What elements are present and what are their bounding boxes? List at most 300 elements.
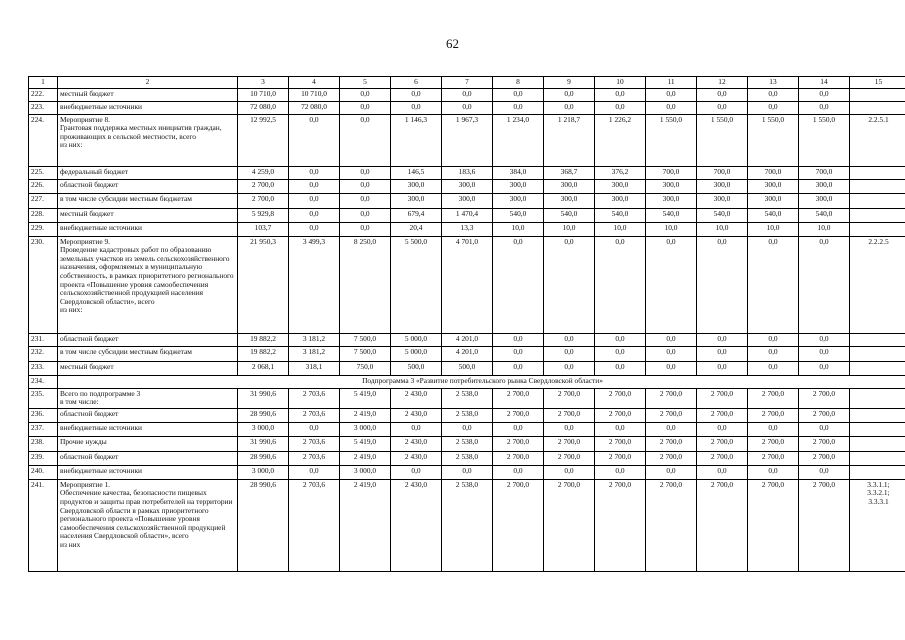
page-number: 62 bbox=[446, 36, 459, 51]
column-number: 12 bbox=[697, 77, 748, 89]
value-cell: 0,0 bbox=[646, 346, 697, 361]
value-cell: 0,0 bbox=[646, 422, 697, 436]
value-cell: 0,0 bbox=[748, 333, 799, 346]
value-cell: 300,0 bbox=[748, 193, 799, 208]
row-name: местный бюджет bbox=[58, 88, 238, 101]
value-cell: 28 990,6 bbox=[238, 479, 289, 571]
table-row bbox=[29, 101, 905, 114]
value-cell: 0,0 bbox=[697, 236, 748, 333]
value-cell: 10 710,0 bbox=[289, 88, 340, 101]
value-cell: 3 181,2 bbox=[289, 333, 340, 346]
row-name: местный бюджет bbox=[58, 361, 238, 375]
value-cell: 700,0 bbox=[646, 166, 697, 179]
value-cell: 0,0 bbox=[544, 236, 595, 333]
budget-table bbox=[28, 76, 905, 572]
value-cell: 2 700,0 bbox=[493, 388, 544, 408]
value-cell: 2 700,0 bbox=[748, 388, 799, 408]
table-row bbox=[29, 479, 905, 571]
value-cell: 10,0 bbox=[697, 222, 748, 236]
value-cell: 4 701,0 bbox=[442, 236, 493, 333]
value-cell: 0,0 bbox=[748, 346, 799, 361]
value-cell: 0,0 bbox=[799, 422, 850, 436]
table-row bbox=[29, 88, 905, 101]
value-cell: 0,0 bbox=[289, 193, 340, 208]
value-cell: 72 080,0 bbox=[238, 101, 289, 114]
target-code bbox=[850, 436, 905, 451]
value-cell: 2 430,0 bbox=[391, 479, 442, 571]
value-cell: 2 700,0 bbox=[595, 436, 646, 451]
value-cell: 0,0 bbox=[340, 179, 391, 193]
value-cell: 0,0 bbox=[340, 166, 391, 179]
value-cell: 0,0 bbox=[493, 333, 544, 346]
value-cell: 0,0 bbox=[289, 422, 340, 436]
value-cell: 2 430,0 bbox=[391, 388, 442, 408]
value-cell: 5 419,0 bbox=[340, 388, 391, 408]
value-cell: 2 700,0 bbox=[646, 479, 697, 571]
section-title: Подпрограмма 3 «Развитие потребительского рынка Свердловской области» bbox=[58, 375, 905, 388]
value-cell: 0,0 bbox=[289, 222, 340, 236]
row-name: областной бюджет bbox=[58, 451, 238, 465]
value-cell: 0,0 bbox=[391, 465, 442, 479]
value-cell: 2 700,0 bbox=[799, 388, 850, 408]
value-cell: 3 181,2 bbox=[289, 346, 340, 361]
value-cell: 1 226,2 bbox=[595, 114, 646, 166]
row-name: Мероприятие 8. Грантовая поддержка местных инициатив граждан, проживающих в сельской местности, всего из них: bbox=[58, 114, 238, 166]
value-cell: 0,0 bbox=[646, 236, 697, 333]
target-code bbox=[850, 346, 905, 361]
row-name: Всего по подпрограмме 3 в том числе: bbox=[58, 388, 238, 408]
value-cell: 0,0 bbox=[595, 333, 646, 346]
value-cell: 1 146,3 bbox=[391, 114, 442, 166]
value-cell: 0,0 bbox=[748, 101, 799, 114]
value-cell: 0,0 bbox=[493, 88, 544, 101]
value-cell: 13,3 bbox=[442, 222, 493, 236]
value-cell: 500,0 bbox=[391, 361, 442, 375]
value-cell: 300,0 bbox=[799, 179, 850, 193]
target-code bbox=[850, 451, 905, 465]
value-cell: 31 990,6 bbox=[238, 388, 289, 408]
value-cell: 0,0 bbox=[544, 422, 595, 436]
value-cell: 0,0 bbox=[340, 208, 391, 222]
value-cell: 0,0 bbox=[646, 88, 697, 101]
value-cell: 20,4 bbox=[391, 222, 442, 236]
value-cell: 4 201,0 bbox=[442, 333, 493, 346]
value-cell: 2 700,0 bbox=[544, 479, 595, 571]
value-cell: 2 700,0 bbox=[799, 408, 850, 422]
value-cell: 540,0 bbox=[697, 208, 748, 222]
row-name: Прочие нужды bbox=[58, 436, 238, 451]
value-cell: 2 538,0 bbox=[442, 436, 493, 451]
column-number: 10 bbox=[595, 77, 646, 89]
value-cell: 2 703,6 bbox=[289, 451, 340, 465]
table-row bbox=[29, 422, 905, 436]
value-cell: 0,0 bbox=[595, 346, 646, 361]
target-code bbox=[850, 88, 905, 101]
value-cell: 679,4 bbox=[391, 208, 442, 222]
row-number: 240. bbox=[29, 465, 58, 479]
value-cell: 0,0 bbox=[544, 346, 595, 361]
value-cell: 0,0 bbox=[646, 361, 697, 375]
value-cell: 19 882,2 bbox=[238, 333, 289, 346]
value-cell: 0,0 bbox=[493, 101, 544, 114]
value-cell: 2 700,0 bbox=[748, 451, 799, 465]
value-cell: 0,0 bbox=[595, 236, 646, 333]
value-cell: 2 703,6 bbox=[289, 436, 340, 451]
value-cell: 300,0 bbox=[442, 179, 493, 193]
value-cell: 0,0 bbox=[391, 101, 442, 114]
target-code bbox=[850, 408, 905, 422]
value-cell: 0,0 bbox=[391, 88, 442, 101]
value-cell: 300,0 bbox=[595, 193, 646, 208]
value-cell: 2 700,0 bbox=[799, 436, 850, 451]
value-cell: 0,0 bbox=[799, 346, 850, 361]
value-cell: 0,0 bbox=[340, 193, 391, 208]
value-cell: 0,0 bbox=[493, 346, 544, 361]
value-cell: 5 419,0 bbox=[340, 436, 391, 451]
value-cell: 0,0 bbox=[646, 465, 697, 479]
target-code: 2.2.2.5 bbox=[850, 236, 905, 333]
table-row bbox=[29, 388, 905, 408]
table-row bbox=[29, 408, 905, 422]
value-cell: 2 700,0 bbox=[748, 479, 799, 571]
value-cell: 750,0 bbox=[340, 361, 391, 375]
value-cell: 5 000,0 bbox=[391, 333, 442, 346]
value-cell: 384,0 bbox=[493, 166, 544, 179]
column-number: 14 bbox=[799, 77, 850, 89]
row-number: 223. bbox=[29, 101, 58, 114]
table-row bbox=[29, 346, 905, 361]
value-cell: 2 700,0 bbox=[595, 451, 646, 465]
row-name: в том числе субсидии местным бюджетам bbox=[58, 193, 238, 208]
value-cell: 2 430,0 bbox=[391, 451, 442, 465]
section-row bbox=[29, 375, 905, 388]
value-cell: 0,0 bbox=[697, 88, 748, 101]
value-cell: 2 700,0 bbox=[748, 436, 799, 451]
value-cell: 700,0 bbox=[748, 166, 799, 179]
value-cell: 1 550,0 bbox=[646, 114, 697, 166]
value-cell: 2 700,0 bbox=[799, 479, 850, 571]
target-code: 2.2.5.1 bbox=[850, 114, 905, 166]
value-cell: 2 700,0 bbox=[493, 451, 544, 465]
value-cell: 0,0 bbox=[544, 361, 595, 375]
value-cell: 0,0 bbox=[289, 208, 340, 222]
target-code bbox=[850, 179, 905, 193]
column-number: 1 bbox=[29, 77, 58, 89]
value-cell: 0,0 bbox=[646, 101, 697, 114]
value-cell: 2 700,0 bbox=[493, 408, 544, 422]
table-row bbox=[29, 465, 905, 479]
header-row bbox=[29, 77, 905, 89]
target-code bbox=[850, 166, 905, 179]
value-cell: 10,0 bbox=[799, 222, 850, 236]
table-row bbox=[29, 114, 905, 166]
value-cell: 2 700,0 bbox=[799, 451, 850, 465]
table-row bbox=[29, 208, 905, 222]
value-cell: 0,0 bbox=[748, 361, 799, 375]
value-cell: 2 700,0 bbox=[238, 179, 289, 193]
value-cell: 300,0 bbox=[595, 179, 646, 193]
value-cell: 300,0 bbox=[646, 179, 697, 193]
value-cell: 2 700,0 bbox=[595, 408, 646, 422]
value-cell: 0,0 bbox=[493, 465, 544, 479]
value-cell: 0,0 bbox=[748, 422, 799, 436]
value-cell: 31 990,6 bbox=[238, 436, 289, 451]
value-cell: 0,0 bbox=[595, 101, 646, 114]
value-cell: 1 234,0 bbox=[493, 114, 544, 166]
value-cell: 540,0 bbox=[493, 208, 544, 222]
value-cell: 19 882,2 bbox=[238, 346, 289, 361]
value-cell: 2 419,0 bbox=[340, 408, 391, 422]
value-cell: 4 259,0 bbox=[238, 166, 289, 179]
value-cell: 2 700,0 bbox=[646, 388, 697, 408]
value-cell: 10,0 bbox=[544, 222, 595, 236]
value-cell: 5 929,8 bbox=[238, 208, 289, 222]
value-cell: 2 538,0 bbox=[442, 451, 493, 465]
value-cell: 28 990,6 bbox=[238, 451, 289, 465]
column-number: 4 bbox=[289, 77, 340, 89]
row-name: областной бюджет bbox=[58, 408, 238, 422]
row-name: Мероприятие 1. Обеспечение качества, безопасности пищевых продуктов и защиты прав потребителей на территории Свердловской области в рамках приоритетного регионального проекта «Повышение уровня самообеспечения сельскохозяйственной продукцией населения Свердловской области», всего из них bbox=[58, 479, 238, 571]
value-cell: 0,0 bbox=[544, 88, 595, 101]
value-cell: 2 703,6 bbox=[289, 479, 340, 571]
row-number: 230. bbox=[29, 236, 58, 333]
value-cell: 10,0 bbox=[595, 222, 646, 236]
value-cell: 0,0 bbox=[493, 422, 544, 436]
value-cell: 0,0 bbox=[697, 422, 748, 436]
value-cell: 2 538,0 bbox=[442, 388, 493, 408]
value-cell: 72 080,0 bbox=[289, 101, 340, 114]
value-cell: 700,0 bbox=[799, 166, 850, 179]
target-code bbox=[850, 101, 905, 114]
row-number: 237. bbox=[29, 422, 58, 436]
value-cell: 1 967,3 bbox=[442, 114, 493, 166]
value-cell: 0,0 bbox=[748, 236, 799, 333]
value-cell: 376,2 bbox=[595, 166, 646, 179]
value-cell: 0,0 bbox=[748, 465, 799, 479]
value-cell: 300,0 bbox=[493, 193, 544, 208]
value-cell: 7 500,0 bbox=[340, 333, 391, 346]
value-cell: 7 500,0 bbox=[340, 346, 391, 361]
value-cell: 300,0 bbox=[697, 179, 748, 193]
row-number: 235. bbox=[29, 388, 58, 408]
value-cell: 0,0 bbox=[595, 422, 646, 436]
value-cell: 0,0 bbox=[289, 114, 340, 166]
target-code bbox=[850, 333, 905, 346]
table-row bbox=[29, 333, 905, 346]
column-number: 7 bbox=[442, 77, 493, 89]
value-cell: 318,1 bbox=[289, 361, 340, 375]
value-cell: 2 700,0 bbox=[646, 451, 697, 465]
row-number: 239. bbox=[29, 451, 58, 465]
value-cell: 1 550,0 bbox=[799, 114, 850, 166]
column-number: 13 bbox=[748, 77, 799, 89]
value-cell: 2 700,0 bbox=[697, 451, 748, 465]
table-row bbox=[29, 451, 905, 465]
table-row bbox=[29, 179, 905, 193]
value-cell: 2 700,0 bbox=[493, 436, 544, 451]
value-cell: 0,0 bbox=[595, 465, 646, 479]
value-cell: 540,0 bbox=[748, 208, 799, 222]
value-cell: 2 700,0 bbox=[595, 388, 646, 408]
column-number: 11 bbox=[646, 77, 697, 89]
value-cell: 0,0 bbox=[544, 101, 595, 114]
value-cell: 2 068,1 bbox=[238, 361, 289, 375]
value-cell: 300,0 bbox=[493, 179, 544, 193]
value-cell: 2 700,0 bbox=[646, 436, 697, 451]
value-cell: 300,0 bbox=[544, 193, 595, 208]
value-cell: 10 710,0 bbox=[238, 88, 289, 101]
value-cell: 300,0 bbox=[748, 179, 799, 193]
row-number: 232. bbox=[29, 346, 58, 361]
value-cell: 0,0 bbox=[799, 333, 850, 346]
value-cell: 0,0 bbox=[646, 333, 697, 346]
value-cell: 368,7 bbox=[544, 166, 595, 179]
value-cell: 10,0 bbox=[748, 222, 799, 236]
value-cell: 2 419,0 bbox=[340, 451, 391, 465]
table-row bbox=[29, 436, 905, 451]
target-code bbox=[850, 465, 905, 479]
value-cell: 1 218,7 bbox=[544, 114, 595, 166]
value-cell: 1 550,0 bbox=[748, 114, 799, 166]
value-cell: 0,0 bbox=[799, 88, 850, 101]
value-cell: 300,0 bbox=[697, 193, 748, 208]
column-number: 8 bbox=[493, 77, 544, 89]
value-cell: 2 700,0 bbox=[544, 451, 595, 465]
row-name: местный бюджет bbox=[58, 208, 238, 222]
table-row bbox=[29, 193, 905, 208]
value-cell: 0,0 bbox=[697, 346, 748, 361]
value-cell: 2 700,0 bbox=[748, 408, 799, 422]
value-cell: 500,0 bbox=[442, 361, 493, 375]
value-cell: 300,0 bbox=[442, 193, 493, 208]
value-cell: 2 700,0 bbox=[493, 479, 544, 571]
row-number: 234. bbox=[29, 375, 58, 388]
value-cell: 540,0 bbox=[646, 208, 697, 222]
value-cell: 12 992,5 bbox=[238, 114, 289, 166]
row-number: 231. bbox=[29, 333, 58, 346]
value-cell: 3 000,0 bbox=[238, 422, 289, 436]
value-cell: 2 700,0 bbox=[697, 408, 748, 422]
value-cell: 0,0 bbox=[748, 88, 799, 101]
value-cell: 2 700,0 bbox=[544, 408, 595, 422]
value-cell: 0,0 bbox=[442, 465, 493, 479]
value-cell: 540,0 bbox=[799, 208, 850, 222]
row-number: 227. bbox=[29, 193, 58, 208]
value-cell: 0,0 bbox=[289, 179, 340, 193]
value-cell: 2 700,0 bbox=[544, 436, 595, 451]
row-number: 225. bbox=[29, 166, 58, 179]
value-cell: 300,0 bbox=[391, 193, 442, 208]
value-cell: 2 538,0 bbox=[442, 479, 493, 571]
value-cell: 2 538,0 bbox=[442, 408, 493, 422]
value-cell: 4 201,0 bbox=[442, 346, 493, 361]
value-cell: 2 700,0 bbox=[697, 388, 748, 408]
value-cell: 2 703,6 bbox=[289, 388, 340, 408]
table-row bbox=[29, 222, 905, 236]
row-number: 238. bbox=[29, 436, 58, 451]
row-number: 241. bbox=[29, 479, 58, 571]
value-cell: 2 703,6 bbox=[289, 408, 340, 422]
row-name: внебюджетные источники bbox=[58, 101, 238, 114]
value-cell: 3 000,0 bbox=[238, 465, 289, 479]
target-code bbox=[850, 222, 905, 236]
value-cell: 0,0 bbox=[340, 101, 391, 114]
value-cell: 10,0 bbox=[646, 222, 697, 236]
value-cell: 0,0 bbox=[697, 465, 748, 479]
table-row bbox=[29, 236, 905, 333]
row-number: 236. bbox=[29, 408, 58, 422]
target-code bbox=[850, 422, 905, 436]
value-cell: 3 000,0 bbox=[340, 465, 391, 479]
row-name: федеральный бюджет bbox=[58, 166, 238, 179]
value-cell: 540,0 bbox=[595, 208, 646, 222]
target-code bbox=[850, 361, 905, 375]
value-cell: 5 000,0 bbox=[391, 346, 442, 361]
value-cell: 8 250,0 bbox=[340, 236, 391, 333]
value-cell: 2 700,0 bbox=[697, 479, 748, 571]
row-name: внебюджетные источники bbox=[58, 465, 238, 479]
value-cell: 0,0 bbox=[391, 422, 442, 436]
value-cell: 0,0 bbox=[340, 222, 391, 236]
value-cell: 0,0 bbox=[697, 361, 748, 375]
value-cell: 0,0 bbox=[544, 465, 595, 479]
value-cell: 28 990,6 bbox=[238, 408, 289, 422]
row-name: внебюджетные источники bbox=[58, 422, 238, 436]
value-cell: 2 419,0 bbox=[340, 479, 391, 571]
value-cell: 2 430,0 bbox=[391, 408, 442, 422]
value-cell: 0,0 bbox=[442, 422, 493, 436]
value-cell: 0,0 bbox=[595, 88, 646, 101]
value-cell: 1 550,0 bbox=[697, 114, 748, 166]
value-cell: 0,0 bbox=[799, 465, 850, 479]
row-name: в том числе субсидии местным бюджетам bbox=[58, 346, 238, 361]
value-cell: 300,0 bbox=[799, 193, 850, 208]
value-cell: 3 000,0 bbox=[340, 422, 391, 436]
value-cell: 0,0 bbox=[697, 101, 748, 114]
value-cell: 300,0 bbox=[391, 179, 442, 193]
value-cell: 21 950,3 bbox=[238, 236, 289, 333]
value-cell: 10,0 bbox=[493, 222, 544, 236]
value-cell: 2 430,0 bbox=[391, 436, 442, 451]
column-number: 15 bbox=[850, 77, 905, 89]
column-number: 5 bbox=[340, 77, 391, 89]
target-code bbox=[850, 208, 905, 222]
value-cell: 0,0 bbox=[442, 101, 493, 114]
value-cell: 0,0 bbox=[544, 333, 595, 346]
value-cell: 0,0 bbox=[289, 166, 340, 179]
row-number: 228. bbox=[29, 208, 58, 222]
column-number: 2 bbox=[58, 77, 238, 89]
value-cell: 300,0 bbox=[646, 193, 697, 208]
target-code: 3.3.1.1; 3.3.2.1; 3.3.3.1 bbox=[850, 479, 905, 571]
value-cell: 0,0 bbox=[697, 333, 748, 346]
value-cell: 700,0 bbox=[697, 166, 748, 179]
value-cell: 2 700,0 bbox=[544, 388, 595, 408]
target-code bbox=[850, 388, 905, 408]
row-number: 229. bbox=[29, 222, 58, 236]
value-cell: 2 700,0 bbox=[697, 436, 748, 451]
value-cell: 5 500,0 bbox=[391, 236, 442, 333]
value-cell: 540,0 bbox=[544, 208, 595, 222]
value-cell: 0,0 bbox=[493, 361, 544, 375]
table-row bbox=[29, 166, 905, 179]
value-cell: 183,6 bbox=[442, 166, 493, 179]
target-code bbox=[850, 193, 905, 208]
row-number: 224. bbox=[29, 114, 58, 166]
row-name: Мероприятие 9. Проведение кадастровых работ по образованию земельных участков из земель сельскохозяйственного назначения, оформляемых в муниципальную собственность, в рамках приоритетного регионального проекта «Повышение уровня самообеспечения сельскохозяйственной продукцией населения Свердловской области», всего из них: bbox=[58, 236, 238, 333]
value-cell: 0,0 bbox=[799, 236, 850, 333]
row-name: областной бюджет bbox=[58, 333, 238, 346]
